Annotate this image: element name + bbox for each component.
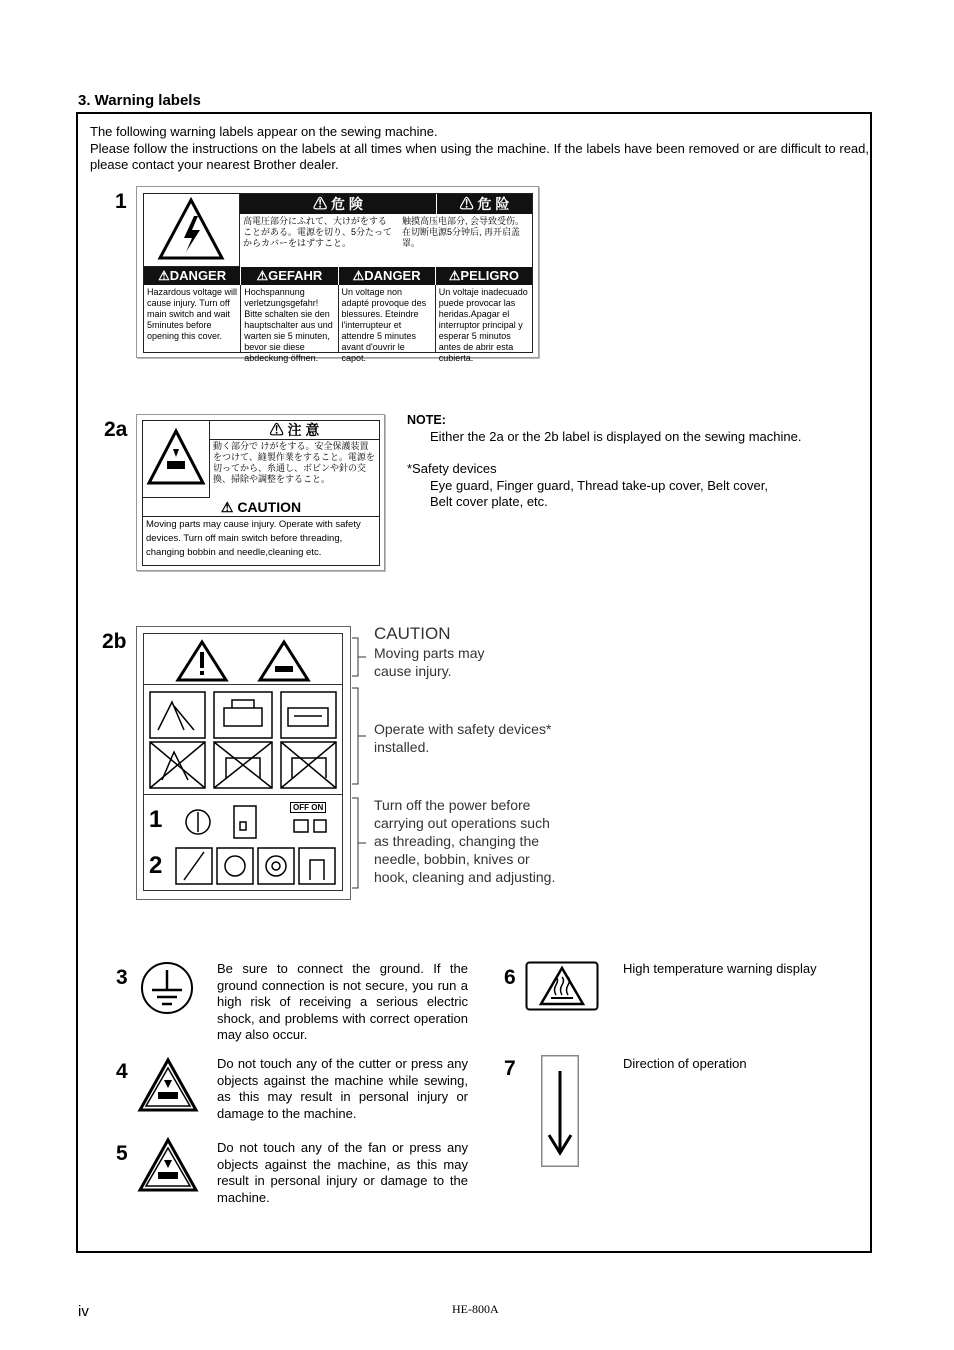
power-off-steps	[144, 796, 342, 890]
item-5-text: Do not touch any of the fan or press any objects against the machine, as this may result in personal injury or damage to the machine.	[217, 1140, 468, 1205]
item-3-text: Be sure to connect the ground. If the ground connection is not secure, you run a high risk of receiving a serious electric shock, and problems with correct operation may also occur.	[217, 961, 468, 1042]
model-number: HE-800A	[452, 1302, 499, 1316]
label-2b-inner	[143, 633, 343, 891]
label-1-danger	[136, 186, 539, 363]
hand-injury-icon	[260, 642, 308, 680]
fan-warning-icon	[136, 1136, 200, 1194]
label-2b-number: 2b	[102, 630, 127, 653]
label-1-number: 1	[115, 190, 127, 213]
caption-safety-devices-1: Operate with safety devices*	[374, 721, 552, 737]
label-2a-jp-header: ⚠ 注 意	[210, 421, 379, 440]
caption-power-off-2: carrying out operations such	[374, 815, 550, 831]
label-2b-captions	[374, 624, 555, 886]
page-number: iv	[78, 1303, 89, 1320]
label-1-jp-text: 高電圧部分にふれて、大けがをすることがある。電源を切り、5分たってからカバーをはずすこと。	[243, 216, 393, 248]
safety-devices-line-1: Eye guard, Finger guard, Thread take-up cover, Belt cover,	[430, 477, 768, 493]
danger-header-fr: ⚠DANGER	[339, 267, 436, 285]
label-1-jp-header: ⚠ 危 険	[240, 194, 436, 214]
note-title: NOTE:	[407, 413, 446, 427]
direction-arrow-icon	[541, 1055, 579, 1167]
item-3-number: 3	[116, 966, 128, 989]
label-2a-en-header: ⚠ CAUTION	[143, 498, 379, 517]
safety-devices-grid	[144, 686, 342, 795]
item-4-text: Do not touch any of the cutter or press any objects against the machine while sewing, as this may result in personal injury or damage to the machine.	[217, 1056, 468, 1121]
label-2a-inner	[142, 420, 380, 566]
intro-text	[90, 124, 869, 174]
warning-icons-row	[144, 634, 342, 685]
label-1-cn-header: ⚠ 危 险	[437, 194, 532, 214]
step-number-1: 1	[149, 806, 163, 833]
caption-power-off-5: hook, cleaning and adjusting.	[374, 869, 556, 885]
caption-safety-devices-2: installed.	[374, 739, 430, 755]
item-4-number: 4	[116, 1060, 128, 1083]
section-title: 3. Warning labels	[78, 92, 201, 109]
label-1-inner	[143, 193, 533, 363]
label-1-lang-texts	[144, 285, 532, 363]
danger-text-en: Hazardous voltage will cause injury. Turn off main switch and wait 5minutes before opening this cover.	[144, 285, 241, 352]
cutter-warning-icon	[136, 1056, 200, 1114]
caption-power-off-1: Turn off the power before	[374, 797, 531, 813]
note-block	[407, 412, 827, 511]
label-2a-caution	[136, 414, 385, 571]
item-6-number: 6	[504, 966, 516, 989]
danger-text-de: Hochspannung verletzungsgefahr! Bitte schalten sie den hauptschalter aus und warten sie 5 minuten, bevor sie diese abdeckung öffnen.	[241, 285, 338, 352]
intro-line-2: Please follow the instructions on the labels at all times when using the machine. If the labels have been removed or are difficult to read, please contact your nearest Brother dealer.	[90, 140, 869, 172]
label-2a-number: 2a	[104, 418, 128, 441]
intro-line-1: The following warning labels appear on the sewing machine.	[90, 124, 438, 139]
danger-header-de: ⚠GEFAHR	[241, 267, 338, 285]
label-1-cn-text: 触摸高压电部分, 会导致受伤。在切断电源5分钟后, 再开启盖罩。	[402, 216, 525, 248]
danger-text-es: Un voltaje inadecuado puede provocar las heridas.Apagar el interruptor principal y esperar 5 minutos antes de abrir esta cubierta.	[438, 287, 528, 363]
off-on-switch-label: OFF ON	[290, 802, 326, 813]
caption-moving-parts-1: Moving parts may	[374, 645, 485, 661]
label-2a-jp-text: 動く部分で けがをする。安全保護装置をつけて、縫製作業をすること。電源を切ってから、糸通し、ボビンや針の交換、掃除や調整をすること。	[213, 441, 375, 484]
label-1-lang-headers	[144, 267, 532, 285]
hand-injury-icon	[143, 421, 210, 498]
safety-devices-line-2: Belt cover plate, etc.	[430, 494, 548, 509]
label-2b-pictogram	[136, 626, 351, 900]
danger-header-es: ⚠PELIGRO	[436, 267, 532, 285]
caption-moving-parts-2: cause injury.	[374, 663, 452, 679]
step-number-2: 2	[149, 852, 163, 879]
item-6-text: High temperature warning display	[623, 961, 817, 976]
caution-title: CAUTION	[374, 624, 451, 643]
safety-devices-title: *Safety devices	[407, 461, 497, 476]
high-voltage-icon	[144, 194, 240, 267]
item-7-text: Direction of operation	[623, 1056, 747, 1071]
danger-header-en: ⚠DANGER	[144, 267, 241, 285]
item-7-number: 7	[504, 1057, 516, 1080]
label-2b-brackets	[352, 632, 370, 892]
label-2a-en-text: Moving parts may cause injury. Operate with safety devices. Turn off main switch before threading, changing bobbin and needle,cleaning etc.	[146, 519, 361, 558]
caption-power-off-4: needle, bobbin, knives or	[374, 851, 530, 867]
danger-text-fr: Un voltage non adapté provoque des blessures. Eteindre l'interrupteur et attendre 5 minutes avant d'ouvrir le capot.	[339, 285, 436, 352]
high-temperature-icon	[525, 961, 599, 1011]
note-body: Either the 2a or the 2b label is displayed on the sewing machine.	[430, 428, 802, 444]
item-5-number: 5	[116, 1142, 128, 1165]
caption-power-off-3: as threading, changing the	[374, 833, 540, 849]
ground-icon	[139, 960, 195, 1016]
